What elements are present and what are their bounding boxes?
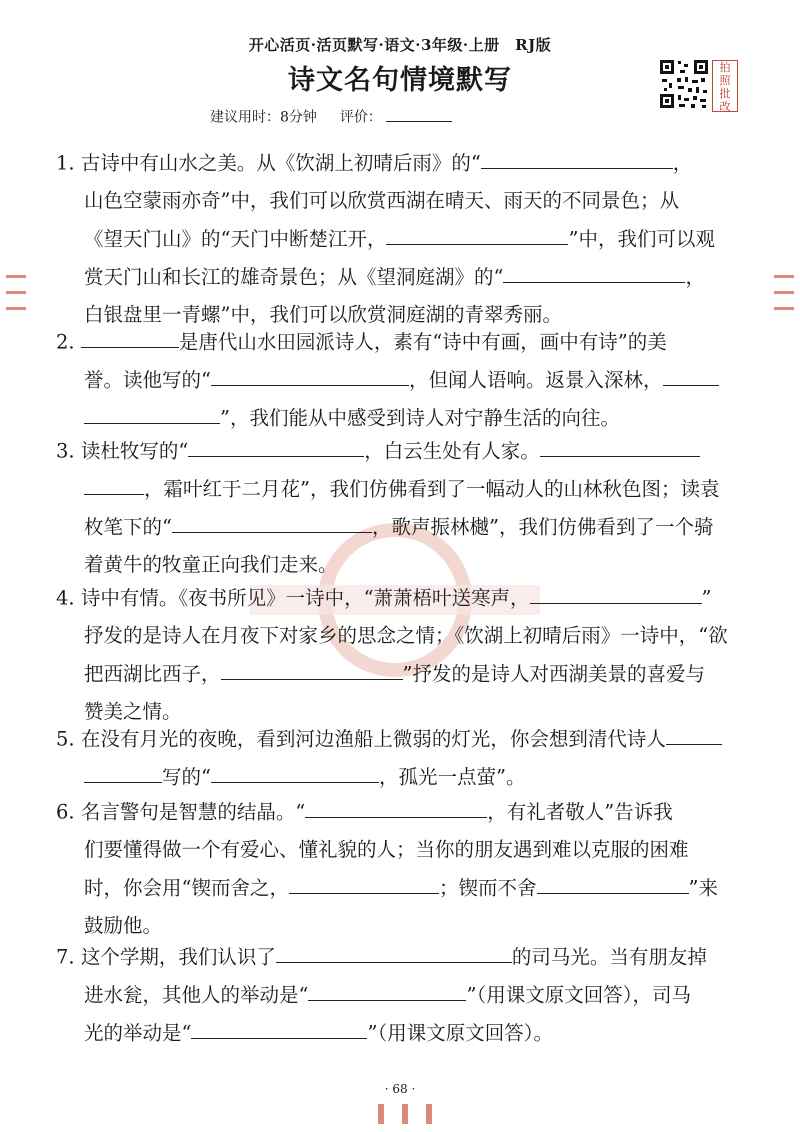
question-number: 2. [56, 330, 75, 354]
page-number: · 68 · [384, 1082, 416, 1096]
answer-blank[interactable] [191, 1018, 367, 1039]
answer-blank[interactable] [188, 436, 364, 457]
eval-blank[interactable] [386, 106, 452, 122]
answer-blank[interactable] [84, 762, 162, 783]
answer-blank[interactable] [276, 942, 512, 963]
question-5: 5. 在没有月光的夜晚，看到河边渔船上微弱的灯光，你会想到清代诗人 写的“ ，孤光一点萤”。 [56, 724, 756, 799]
question-number: 4. [56, 586, 75, 610]
answer-blank[interactable] [305, 797, 487, 818]
answer-blank[interactable] [289, 873, 439, 894]
answer-blank[interactable] [84, 403, 220, 424]
question-2: 2. 是唐代山水田园派诗人，素有“诗中有画，画中有诗”的美 誉。读他写的“ ，但闻人语响。返景入深林， ”，我们能从中感受到诗人对宁静生活的向往。 [56, 327, 756, 437]
question-6: 6. 名言警句是智慧的结晶。“ ，有礼者敬人”告诉我 们要懂得做一个有爱心、懂礼貌的人；当你的朋友遇到难以克服的困难 时，你会用“锲而舍之， ；锲而不舍 ”来 鼓励他。 [56, 797, 756, 947]
answer-blank[interactable] [663, 365, 719, 386]
answer-blank[interactable] [666, 724, 722, 745]
right-side-marks [774, 275, 794, 310]
question-number: 7. [56, 945, 75, 969]
question-4: 4. 诗中有情。《夜书所见》一诗中，“萧萧梧叶送寒声， ” 抒发的是诗人在月夜下对家乡的思念之情；《饮湖上初晴后雨》一诗中，“欲 把西湖比西子， ”抒发的是诗人对西湖美景的喜爱与 赞美之情。 [56, 583, 756, 733]
question-number: 3. [56, 439, 75, 463]
question-7: 7. 这个学期，我们认识了 的司马光。当有朋友掉 进水瓮，其他人的举动是“ ”（用课文原文回答），司马 光的举动是“ ”（用课文原文回答）。 [56, 942, 756, 1057]
answer-blank[interactable] [81, 327, 179, 348]
question-number: 5. [56, 727, 75, 751]
answer-blank[interactable] [537, 873, 689, 894]
photo-grading-stamp [712, 60, 738, 112]
answer-blank[interactable] [84, 474, 144, 495]
eval-label: 评价： [339, 109, 382, 126]
question-3: 3. 读杜牧写的“ ，白云生处有人家。 ，霜叶红于二月花”，我们仿佛看到了一幅动人的山林秋色图；读袁 枚笔下的“ ，歌声振林樾”，我们仿佛看到了一个骑 着黄牛的牧童正向我们走来。 [56, 436, 756, 586]
answer-blank[interactable] [540, 436, 700, 457]
bottom-mark [402, 1104, 408, 1124]
answer-blank[interactable] [211, 365, 409, 386]
answer-blank[interactable] [211, 762, 379, 783]
answer-blank[interactable] [481, 148, 673, 169]
time-label: 建议用时：8分钟 [210, 109, 317, 126]
question-number: 6. [56, 800, 75, 824]
answer-blank[interactable] [221, 659, 403, 680]
stamp-text: 拍照批改 [719, 61, 731, 113]
answer-blank[interactable] [386, 224, 568, 245]
page-title: 诗文名句情境默写 [288, 65, 512, 96]
bottom-mark [378, 1104, 384, 1124]
qr-code-icon[interactable] [658, 58, 710, 110]
answer-blank[interactable] [530, 583, 702, 604]
time-and-evaluation [210, 106, 452, 127]
bottom-mark [426, 1104, 432, 1124]
question-1: 1. 古诗中有山水之美。从《饮湖上初晴后雨》的“ ， 山色空蒙雨亦奇”中，我们可以欣赏西湖在晴天、雨天的不同景色；从 《望天门山》的“天门中断楚江开， ”中，我们可以观 赏天门山和长江的雄奇景色；从《望洞庭湖》的“ ， 白银盘里一青螺”中，我们可以欣赏洞庭湖的青翠秀丽。 [56, 148, 756, 328]
question-number: 1. [56, 151, 75, 175]
answer-blank[interactable] [503, 262, 685, 283]
answer-blank[interactable] [308, 980, 466, 1001]
series-header: 开心活页·活页默写·语文·3年级·上册 RJ版 [248, 36, 552, 54]
left-side-marks [6, 275, 26, 310]
answer-blank[interactable] [172, 512, 372, 533]
